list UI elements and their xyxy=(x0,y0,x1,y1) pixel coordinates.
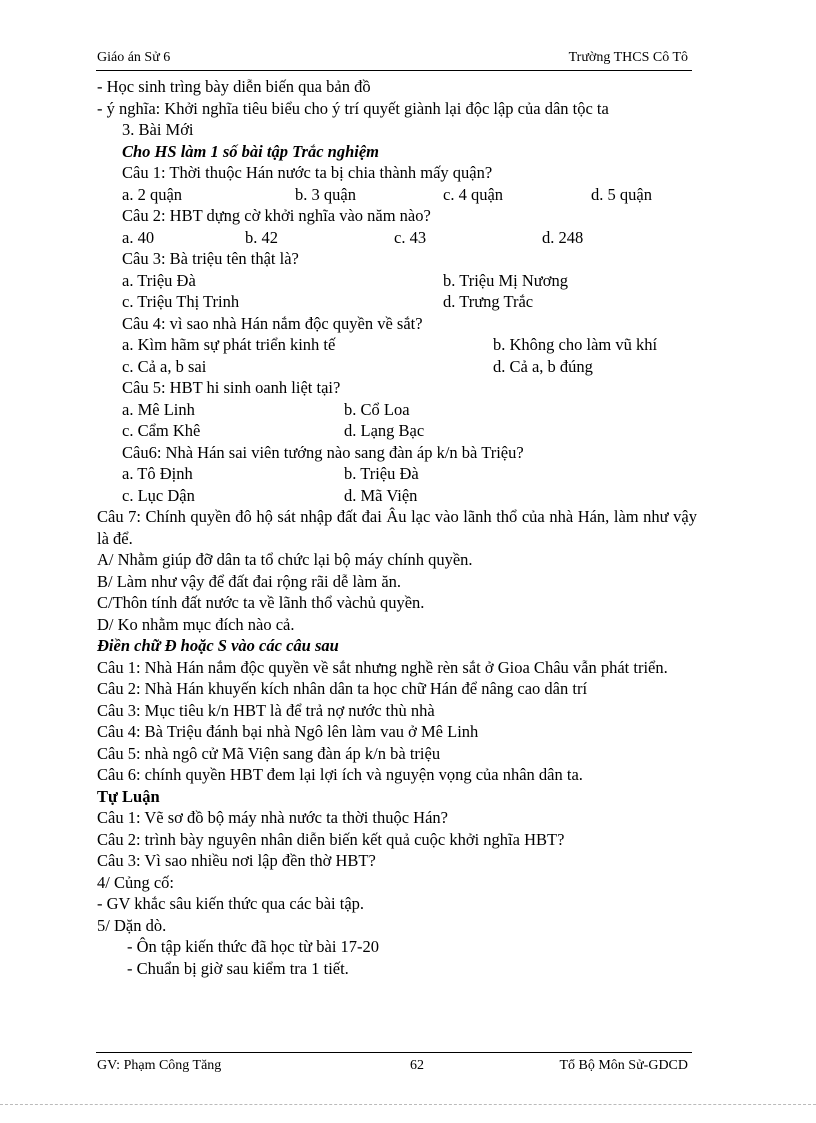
true-false-item-3: Câu 3: Mục tiêu k/n HBT là để trả nợ nước thù nhà xyxy=(97,700,435,720)
option: d. 5 quận xyxy=(591,184,652,204)
question-4: Câu 4: vì sao nhà Hán nắm độc quyền về sắt? xyxy=(122,313,423,333)
option: a. Triệu Đà xyxy=(122,270,196,290)
question-4-options-row1 xyxy=(97,334,697,356)
question-5: Câu 5: HBT hi sinh oanh liệt tại? xyxy=(122,378,341,397)
option: c. Cẩm Khê xyxy=(122,421,201,440)
option: a. Tô Định xyxy=(122,464,193,483)
true-false-item-5: Câu 5: nhà ngô cử Mã Viện sang đàn áp k/n bà triệu xyxy=(97,743,441,763)
option: b. Triệu Đà xyxy=(344,464,419,483)
question-7-option-b: B/ Làm như vậy để đất đai rộng rãi dễ làm ăn. xyxy=(97,571,402,591)
option: a. 2 quận xyxy=(122,184,183,204)
question-1: Câu 1: Thời thuộc Hán nước ta bị chia thành mấy quận? xyxy=(122,163,493,182)
option: b. Cổ Loa xyxy=(344,399,410,419)
question-6-options-row2 xyxy=(97,485,697,507)
footer-rule xyxy=(96,1052,692,1053)
option: b. Triệu Mị Nương xyxy=(443,270,568,290)
question-7-option-a: A/ Nhằm giúp đỡ dân ta tổ chức lại bộ máy chính quyền. xyxy=(97,550,473,569)
option: c. 4 quận xyxy=(443,184,504,204)
option: d. 248 xyxy=(542,227,584,247)
consolidate-title: 4/ Củng cố: xyxy=(97,872,174,892)
question-5-options-row2 xyxy=(97,420,697,442)
question-5-options-row1 xyxy=(97,399,697,421)
page-body xyxy=(97,76,697,979)
question-7-option-c: C/Thôn tính đất nước ta về lãnh thổ vàchủ quyền. xyxy=(97,593,425,612)
true-false-item-6: Câu 6: chính quyền HBT đem lại lợi ích và nguyện vọng của nhân dân ta. xyxy=(97,765,583,784)
option: a. Kìm hãm sự phát triển kinh tế xyxy=(122,335,336,354)
essay-title: Tự Luận xyxy=(97,786,160,806)
intro-line-1: - Học sinh trìng bày diễn biến qua bản đồ xyxy=(97,77,371,96)
footer-right: Tổ Bộ Môn Sử-GDCD xyxy=(559,1058,688,1073)
true-false-item-4: Câu 4: Bà Triệu đánh bại nhà Ngô lên làm vau ở Mê Linh xyxy=(97,722,479,741)
option: a. Mê Linh xyxy=(122,399,195,419)
intro-line-2: - ý nghĩa: Khởi nghĩa tiêu biểu cho ý trí quyết giành lại độc lập của dân tộc ta xyxy=(97,98,609,118)
question-7-option-d: D/ Ko nhằm mục đích nào cả. xyxy=(97,614,295,634)
section-heading: 3. Bài Mới xyxy=(122,120,194,139)
true-false-item-1: Câu 1: Nhà Hán nắm độc quyền về sắt nhưng nghề rèn sắt ở Gioa Châu vẫn phát triển. xyxy=(97,657,668,677)
true-false-title: Điền chữ Đ hoặc S vào các câu sau xyxy=(97,636,339,655)
essay-item-3: Câu 3: Vì sao nhiều nơi lập đền thờ HBT? xyxy=(97,851,376,870)
essay-item-2: Câu 2: trình bày nguyên nhân diễn biến kết quả cuộc khởi nghĩa HBT? xyxy=(97,829,565,849)
option: d. Trưng Trắc xyxy=(443,292,534,311)
option: c. 43 xyxy=(394,227,427,247)
option: b. 42 xyxy=(245,227,278,247)
consolidate-line: - GV khắc sâu kiến thức qua các bài tập. xyxy=(97,894,365,913)
header-left: Giáo án Sử 6 xyxy=(97,50,171,65)
question-3-options-row2 xyxy=(97,291,697,313)
option: d. Lạng Bạc xyxy=(344,421,425,440)
question-2-options xyxy=(97,227,697,249)
header-right: Trường THCS Cô Tô xyxy=(568,50,688,65)
true-false-item-2: Câu 2: Nhà Hán khuyến kích nhân dân ta học chữ Hán để nâng cao dân trí xyxy=(97,679,588,698)
option: c. Triệu Thị Trinh xyxy=(122,292,240,311)
question-4-options-row2 xyxy=(97,356,697,378)
question-2: Câu 2: HBT dựng cờ khởi nghĩa vào năm nào? xyxy=(122,206,431,225)
question-3: Câu 3: Bà triệu tên thật là? xyxy=(122,249,299,268)
question-6-options-row1 xyxy=(97,463,697,485)
option: b. Không cho làm vũ khí xyxy=(493,335,658,354)
option: c. Cả a, b sai xyxy=(122,356,207,376)
option: d. Mã Viện xyxy=(344,485,418,505)
footer-left: GV: Phạm Công Tăng xyxy=(97,1058,222,1073)
option: b. 3 quận xyxy=(295,184,356,204)
essay-item-1: Câu 1: Vẽ sơ đồ bộ máy nhà nước ta thời thuộc Hán? xyxy=(97,808,448,827)
question-1-options xyxy=(97,184,697,206)
option: a. 40 xyxy=(122,227,155,247)
homework-line-1: - Ôn tập kiến thức đã học từ bài 17-20 xyxy=(127,937,380,956)
quiz-title: Cho HS làm 1 số bài tập Trắc nghiệm xyxy=(122,141,380,161)
question-6: Câu6: Nhà Hán sai viên tướng nào sang đàn áp k/n bà Triệu? xyxy=(122,442,524,462)
page-number: 62 xyxy=(410,1058,424,1073)
question-7: Câu 7: Chính quyền đô hộ sát nhập đất đai Âu lạc vào lãnh thổ của nhà Hán, làm như vậy là để. xyxy=(97,507,697,548)
homework-line-2: - Chuẩn bị giờ sau kiểm tra 1 tiết. xyxy=(127,958,349,978)
page-break-line xyxy=(0,1104,816,1105)
header-rule xyxy=(96,70,692,71)
option: c. Lục Dận xyxy=(122,485,195,505)
homework-title: 5/ Dặn dò. xyxy=(97,915,167,935)
question-3-options-row1 xyxy=(97,270,697,292)
option: d. Cả a, b đúng xyxy=(493,356,593,376)
